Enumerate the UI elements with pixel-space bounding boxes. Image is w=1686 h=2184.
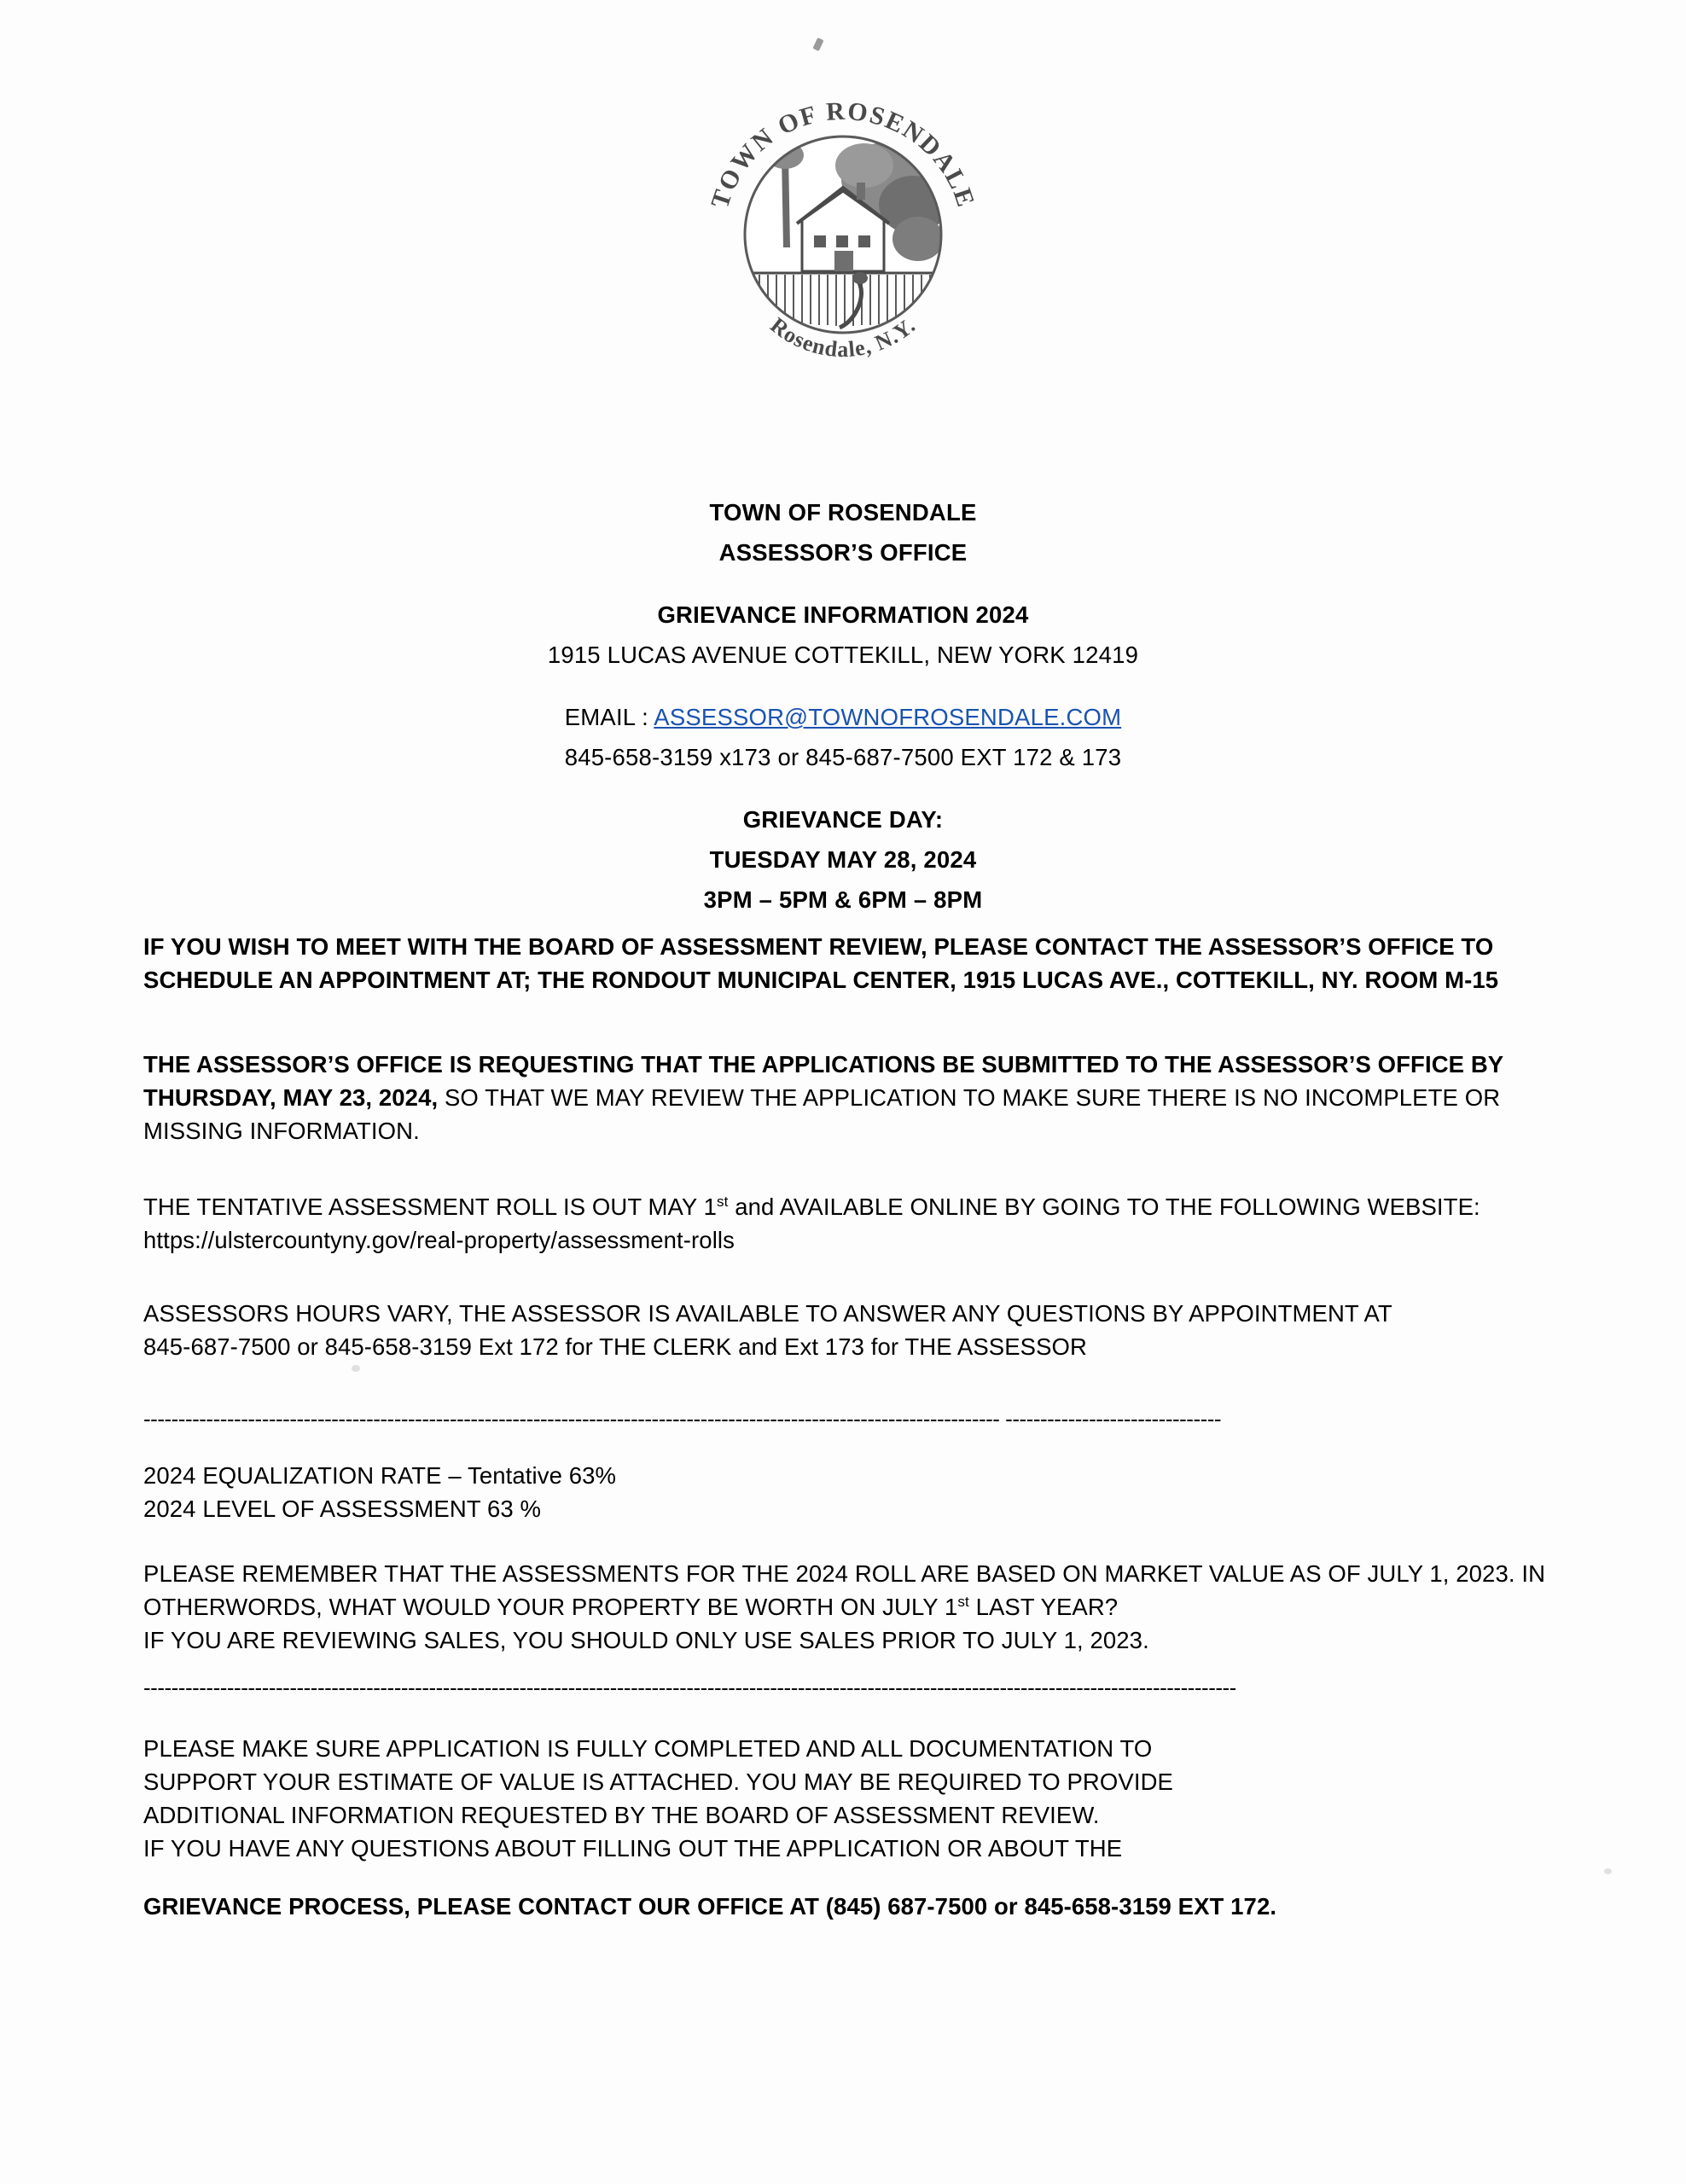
- paragraph-office-hours: [143, 1297, 1551, 1363]
- email-label: EMAIL :: [564, 704, 654, 730]
- tentative-roll-post: and AVAILABLE ONLINE BY GOING TO THE FOLLOWING WEBSITE:: [728, 1194, 1480, 1220]
- market-value-ordinal: st: [957, 1593, 969, 1610]
- paragraph-tentative-roll: [143, 1190, 1551, 1257]
- tentative-roll-pre: THE TENTATIVE ASSESSMENT ROLL IS OUT MAY 1: [143, 1194, 718, 1220]
- header-town-name: TOWN OF ROSENDALE: [709, 499, 977, 526]
- town-seal: [0, 77, 1686, 384]
- email-line: [0, 704, 1686, 731]
- grievance-day-date: TUESDAY MAY 28, 2024: [709, 846, 977, 873]
- submission-rest-text: SO THAT WE MAY REVIEW THE APPLICATION TO MAKE SURE THERE IS NO INCOMPLETE OR MISSING INFORMATION.: [143, 1084, 1501, 1145]
- paragraph-market-value: [143, 1557, 1551, 1657]
- submission-bold-text: THE ASSESSOR’S OFFICE IS REQUESTING THAT THE APPLICATIONS BE SUBMITTED TO THE ASSESSOR’S OFFICE BY THURSDAY, MAY 23, 2024,: [143, 1051, 1503, 1112]
- market-value-pre: PLEASE REMEMBER THAT THE ASSESSMENTS FOR THE 2024 ROLL ARE BASED ON MARKET VALUE AS OF JULY 1, 2023. IN OTHERWORDS, WHAT WOULD YOUR PROPERTY BE WORTH ON JULY 1: [143, 1560, 1546, 1621]
- scan-artifact-2: [1604, 1868, 1612, 1874]
- grievance-day-label: GRIEVANCE DAY:: [742, 806, 944, 833]
- sales-review-line: IF YOU ARE REVIEWING SALES, YOU SHOULD ONLY USE SALES PRIOR TO JULY 1, 2023.: [143, 1627, 1149, 1654]
- closing-line-1: PLEASE MAKE SURE APPLICATION IS FULLY COMPLETED AND ALL DOCUMENTATION TO: [143, 1735, 1153, 1762]
- phone-line: 845-658-3159 x173 or 845-687-7500 EXT 172 & 173: [564, 744, 1122, 770]
- market-value-post: LAST YEAR?: [968, 1594, 1119, 1621]
- svg-text:TOWN OF ROSENDALE: TOWN OF ROSENDALE: [706, 96, 980, 212]
- paragraph-closing: [143, 1732, 1551, 1865]
- header-address: 1915 LUCAS AVENUE COTTEKILL, NEW YORK 12419: [547, 642, 1139, 668]
- scan-artifact-1: [352, 1365, 360, 1372]
- grievance-day-hours: 3PM – 5PM & 6PM – 8PM: [703, 886, 983, 913]
- paragraph-equalization: [143, 1459, 1551, 1525]
- level-of-assessment: 2024 LEVEL OF ASSESSMENT 63 %: [143, 1496, 542, 1523]
- closing-line-4: IF YOU HAVE ANY QUESTIONS ABOUT FILLING OUT THE APPLICATION OR ABOUT THE: [143, 1835, 1123, 1862]
- assessment-roll-url[interactable]: https://ulstercountyny.gov/real-property/assessment-rolls: [143, 1227, 735, 1254]
- divider-rule-2: -------------------------------------------------------------------------------------------------------------------------------------------------------------: [143, 1675, 1236, 1700]
- divider-rule-1: --------------------------------------------------------------------------------------------------------------------------- -------------------------------: [143, 1406, 1222, 1432]
- closing-line-3: ADDITIONAL INFORMATION REQUESTED BY THE BOARD OF ASSESSMENT REVIEW.: [143, 1802, 1100, 1829]
- assessor-email-link[interactable]: ASSESSOR@TOWNOFROSENDALE.COM: [654, 704, 1122, 730]
- paragraph-submission: [143, 1048, 1551, 1147]
- header-grievance-information: GRIEVANCE INFORMATION 2024: [657, 601, 1029, 628]
- header-office-name: ASSESSOR’S OFFICE: [718, 539, 968, 566]
- closing-line-2: SUPPORT YOUR ESTIMATE OF VALUE IS ATTACHED. YOU MAY BE REQUIRED TO PROVIDE: [143, 1769, 1173, 1796]
- tentative-roll-ordinal: st: [717, 1193, 729, 1210]
- paragraph-grievance-process-contact: GRIEVANCE PROCESS, PLEASE CONTACT OUR OFFICE AT (845) 687-7500 or 845-658-3159 EXT 172.: [143, 1893, 1277, 1920]
- scan-artifact-speck: [812, 38, 823, 51]
- paragraph-appointment: IF YOU WISH TO MEET WITH THE BOARD OF ASSESSMENT REVIEW, PLEASE CONTACT THE ASSESSOR’S OFFICE TO SCHEDULE AN APPOINTMENT AT; THE RONDOUT MUNICIPAL CENTER, 1915 LUCAS AVE., COTTEKILL, NY. ROOM M-15: [143, 933, 1499, 994]
- office-hours-line2: 845-687-7500 or 845-658-3159 Ext 172 for THE CLERK and Ext 173 for THE ASSESSOR: [143, 1333, 1087, 1361]
- office-hours-line1: ASSESSORS HOURS VARY, THE ASSESSOR IS AVAILABLE TO ANSWER ANY QUESTIONS BY APPOINTMENT AT: [143, 1300, 1392, 1327]
- equalization-rate: 2024 EQUALIZATION RATE – Tentative 63%: [143, 1462, 617, 1489]
- svg-text:Rosendale, N.Y.: Rosendale, N.Y.: [765, 312, 921, 363]
